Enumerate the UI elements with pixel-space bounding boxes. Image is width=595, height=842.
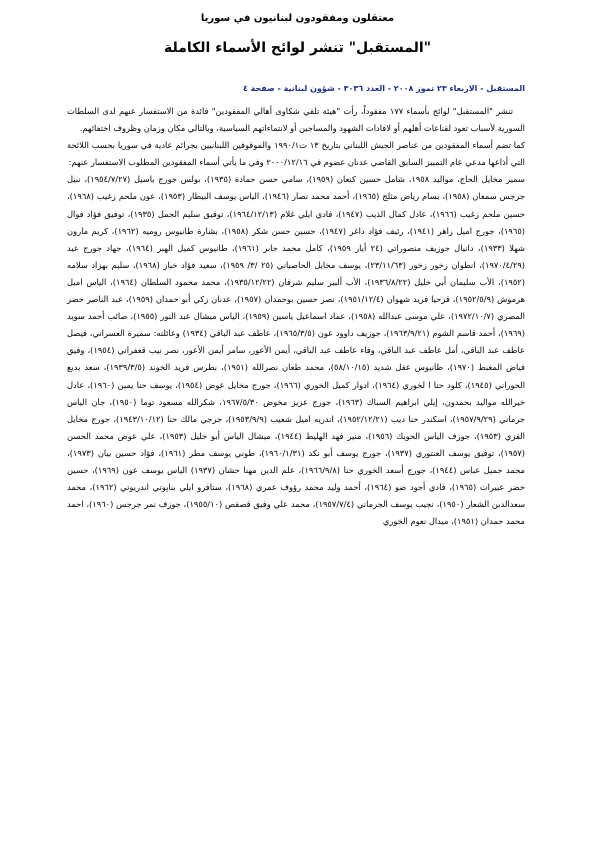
second-paragraph: كما تضم أسماء المفقودين من عناصر الجيش اللبناني بتاريخ ١٣ ت١٩٩٠/١ والموقوفين اللبنانيين بجرائم عادية في سوريا بحسب اللائحة التي أذاعها مدعي عام التمييز السابق القاضي عدنان عضوم في ٢٠٠٠/١٢/١٦ وفي ما يأتي أسماء المفقودين المطلوب الاستفسار عنهم: (67, 140, 525, 168)
article-body (67, 103, 525, 530)
article-meta: المستقبل - الاربعاء ٢٣ تموز ٢٠٠٨ - العدد ٣٠٣٦ - شؤون لبنانية - صفحة ٤ (242, 84, 525, 93)
kicker-title: معتقلون ومفقودون لبنانيون في سوريا (200, 13, 395, 24)
intro-paragraph: تنشر "المستقبل" لوائح بأسماء ١٧٧ مفقوداً، رأت "هيئة تلقي شكاوى أهالي المفقودين" فائدة من الاستفسار عنهم لدى السلطات السورية لأسباب تعود لقناعات أهلهم أو لافادات الشهود والمساجين أو لانتماءاتهم السياسية، وبالتالي مكان وزمان وظروف اختفائهم. (67, 106, 525, 134)
names-list-paragraph: سمير مخايل الحاج، مواليد ١٩٥٨، شامل حسين كنعان (١٩٥٩)، سامي حسن حمادة (١٩٣٥)، بولس جورج باسيل (١٩٥٤/٧/٢٧)، نبيل جرجس سمعان (١٩٥٨)، بسام رياض مثلج (١٩٦٥)، أحمد محمد نصار (١٩٤٦)، الياس يوسف البيطار (١٩٥٣)، عون ملحم زغيب (١٩٦٨)، حسين ملحم زغيب (١٩٦٦)، عادل كمال الذيب (١٩٤٧)، فادي ايلي غلام (١٩٦٤/١٢/١٣)، توفيق سليم الجمل (١٩٣٥)، توفيق فؤاد فوال (١٩٦٥)، جورج اميل زاهر (١٩٤١)، رئيف فؤاد داغر (١٩٤٧)، حسين حسن شكر (١٩٥٨)، بشارة طانيوس روميه (١٩٦٢)، كريم مارون شهلا (١٩٣٣)، دانيال جوزيف منصوراتي (٢٤ أيار ١٩٥٩)، كامل محمد جابر (١٩٦١)، طانيوس كميل الهبر (١٩٦٤)، جهاد جورج عيد (١٩٧٠/٤/٢٩)، انطوان زخور زخور (٢٣/١١/٦٣)، يوسف مخايل الحاصباني (٢٥ /٣/ ١٩٥٩)، سعيد فؤاد خباز (١٩٦٨)، سليم بهزاد سلامه (١٩٥٢)، الأب سليمان أبي خليل (١٩٣٦/٨/٢٢)، الأب ألبير سليم شرفان (١٩٣٥/١٢/٢٢)، محمد محمود السلطان (١٩٦٤)، الياس اميل هرموش (١٩٥٢/٥/٩)، قزحيا فريد شهوان (١٩٥١/١٢/٤)، نصر حسين بوحمدان (١٩٥٧)، عدنان زكي أبو حمدان (١٩٥٩)، عبد الناصر خضر المصري (١٩٧٢/١٠/٧)، علي موسى عبدالله (١٩٥٨)، عماد اسماعيل ياسين (١٩٥٩)، الياس ميشال عبد النور (١٩٥٥)، صائب أحمد سويد (١٩٦٩)، أحمد قاسم الشوم (١٩٦٣/٩/٢١)، جوزيف داوود عون (١٩٦٥/٣/٥)، عاطف عبد الباقي (١٩٣٤) وعائلته: سميرة العسراني، فيصل عاطف عبد الباقي، أمل عاطف عبد الباقي، وفاء عاطف عبد الباقي، أيمن الأعور، سامر أيمن الأعور، نصر نيب قعفراني (١٩٥٤)، وفيق فياض المغبط (١٩٧٠)، طانيوس عقل شديد (٥٨/١٠/١٥)، محمد طعان نصرالله (١٩٥١)، بطرس فريد الخوند (١٩٣٩/٣/٥)، سعد بديع الحوراني (١٩٤٥)، كلود حنا ا لخوري (١٩٦٤)، ادوار كميل الخوري (١٩٦٦)، جورج مخايل عوض (١٩٥٤)، يوسف حنا يمين (١٩٦٠)، عادل خيرالله مواليد بحمدون، إيلي ابراهيم السباك (١٩٦٣)، جورج عزيز مخوض ١٩٦٧/٥/٣٠، شكرالله مسعود توما (١٩٥٠)، جان الياس جرماني (١٩٥٧/٩/٢٩)، اسكندر حنا ديب (١٩٥٢/١٢/٢١)، اندريه اميل شعيب (١٩٥٣/٩/٩)، جرجي مالك حنا (١٩٤٣/١٠/١٢)، جورج مخايل القزي (١٩٥٣)، جوزف الياس الحويك (١٩٥٦)، منير فهد الهليط (١٩٤٤)، ميشال الياس أبو خليل (١٩٥٣)، علي عوض محمد الحسن (١٩٥٧)، توفيق يوسف العنتوري (١٩٣٧)، جورج يوسف أبو نكد (١٩٦٠/١/٣١)، طوني يوسف مطر (١٩٦١)، فؤاد حسين بيان (١٩٧٣)، محمد جميل عباس (١٩٤٤)، جورج أسعد الخوري حنا (١٩٦٦/٩/٨)، علم الدين مهنا حشان (١٩٣٧) الياس يوسف عون (١٩٦٩)، حسين خضر عبيرات (١٩٦٥)، فادي أجود ضو (١٩٦٤)، أحمد وليد محمد رؤوف عمري (١٩٦٨)، ستافرو ايلي بناپوتي اندريوتي (١٩٦٢)، محمد سعدالدين الشعار (١٩٥٠)، نجيب يوسف الجرماني (١٩٥٧/٧/٤)، محمد علي وفيق قصقص (١٩٥٥/١٠)، جوزف نمر جرجس (١٩٦٠)، احمد محمد حمدان (١٩٥١)، ميدال نعوم الخوري (67, 174, 526, 527)
headline: "المستقبل" تنشر لوائح الأسماء الكاملة (164, 40, 431, 56)
